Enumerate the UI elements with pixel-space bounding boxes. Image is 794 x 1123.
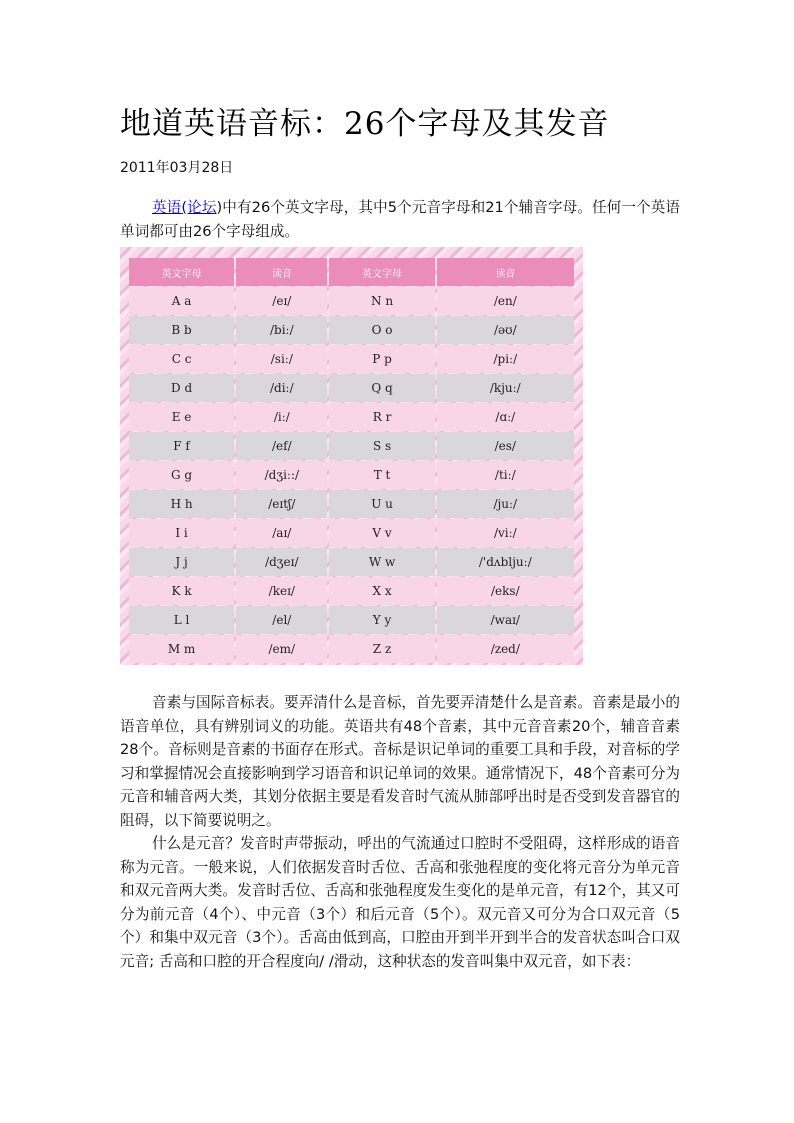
- pronunciation-cell: /eɪ/: [236, 287, 327, 315]
- table-body: [129, 287, 574, 663]
- letter-cell: Y y: [329, 606, 434, 634]
- header-letter-2: 英文字母: [329, 258, 434, 286]
- page-title: 地道英语音标：26个字母及其发音: [120, 106, 610, 142]
- header-pron-2: 读音: [437, 258, 574, 286]
- pronunciation-cell: /keɪ/: [236, 577, 327, 605]
- table-row: [129, 577, 574, 605]
- pronunciation-cell: /eks/: [437, 577, 574, 605]
- header-letter-1: 英文字母: [129, 258, 234, 286]
- letter-cell: Z z: [329, 635, 434, 663]
- letter-cell: T t: [329, 461, 434, 489]
- pronunciation-cell: /'dʌbljuː/: [437, 548, 574, 576]
- table-row: [129, 403, 574, 431]
- pronunciation-cell: /eɪtʃ/: [236, 490, 327, 518]
- english-link[interactable]: 英语: [152, 199, 182, 216]
- letter-cell: B b: [129, 316, 234, 344]
- letter-cell: M m: [129, 635, 234, 663]
- forum-link[interactable]: (论坛: [181, 199, 217, 216]
- letter-cell: E e: [129, 403, 234, 431]
- table-row: [129, 345, 574, 373]
- pronunciation-cell: /piː/: [437, 345, 574, 373]
- pronunciation-cell: /dʒiː:/: [236, 461, 327, 489]
- letter-cell: L l: [129, 606, 234, 634]
- letter-cell: D d: [129, 374, 234, 402]
- pronunciation-cell: /tiː/: [437, 461, 574, 489]
- intro-text: )中有26个英文字母，其中5个元音字母和21个辅音字母。任何一个英语单词都可由26个字母组成。: [120, 199, 680, 240]
- letter-cell: C c: [129, 345, 234, 373]
- table-row: [129, 461, 574, 489]
- pronunciation-cell: /zed/: [437, 635, 574, 663]
- publish-date: 2011年03月28日: [120, 160, 234, 176]
- table-row: [129, 432, 574, 460]
- table-row: [129, 635, 574, 663]
- header-pron-1: 读音: [236, 258, 327, 286]
- letter-cell: I i: [129, 519, 234, 547]
- letter-cell: V v: [329, 519, 434, 547]
- pronunciation-cell: /kjuː/: [437, 374, 574, 402]
- letter-cell: X x: [329, 577, 434, 605]
- pronunciation-cell: /juː/: [437, 490, 574, 518]
- pronunciation-cell: /el/: [236, 606, 327, 634]
- letter-cell: R r: [329, 403, 434, 431]
- phoneme-paragraph: 音素与国际音标表。要弄清什么是音标，首先要弄清楚什么是音素。音素是最小的语音单位，具有辨别词义的功能。英语共有48个音素，其中元音音素20个，辅音音素28个。音标则是音素的书面存在形式。音标是识记单词的重要工具和手段，对音标的学习和掌握情况会直接影响到学习语音和识记单词的效果。通常情况下，48个音素可分为元音和辅音两大类，其划分依据主要是看发音时气流从肺部呼出时是否受到发音器官的阻碍，以下简要说明之。: [120, 694, 680, 829]
- letter-cell: O o: [329, 316, 434, 344]
- intro-paragraph: [120, 196, 680, 243]
- pronunciation-cell: /əʊ/: [437, 316, 574, 344]
- table-row: [129, 606, 574, 634]
- letter-cell: W w: [329, 548, 434, 576]
- letter-cell: J j: [129, 548, 234, 576]
- alphabet-table-frame: [120, 247, 583, 665]
- letter-cell: F f: [129, 432, 234, 460]
- pronunciation-cell: /ef/: [236, 432, 327, 460]
- pronunciation-cell: /aɪ/: [236, 519, 327, 547]
- table-row: [129, 490, 574, 518]
- pronunciation-cell: /dʒeɪ/: [236, 548, 327, 576]
- pronunciation-cell: /siː/: [236, 345, 327, 373]
- pronunciation-cell: /viː/: [437, 519, 574, 547]
- pronunciation-cell: /diː/: [236, 374, 327, 402]
- table-row: [129, 519, 574, 547]
- letter-cell: U u: [329, 490, 434, 518]
- pronunciation-cell: /iː/: [236, 403, 327, 431]
- table-row: [129, 548, 574, 576]
- pronunciation-cell: /es/: [437, 432, 574, 460]
- table-row: [129, 374, 574, 402]
- letter-cell: K k: [129, 577, 234, 605]
- pronunciation-cell: /ɑː/: [437, 403, 574, 431]
- letter-cell: P p: [329, 345, 434, 373]
- letter-cell: N n: [329, 287, 434, 315]
- letter-cell: Q q: [329, 374, 434, 402]
- alphabet-pronunciation-table: [127, 257, 576, 664]
- letter-cell: H h: [129, 490, 234, 518]
- pronunciation-cell: /en/: [437, 287, 574, 315]
- table-header-row: [129, 258, 574, 286]
- vowel-paragraph: 什么是元音？发音时声带振动，呼出的气流通过口腔时不受阻碍，这样形成的语音称为元音。一般来说，人们依据发音时舌位、舌高和张弛程度的变化将元音分为单元音和双元音两大类。发音时舌位、舌高和张弛程度发生变化的是单元音，有12个，其又可分为前元音（4个）、中元音（3个）和后元音（5个）。双元音又可分为合口双元音（5个）和集中双元音（3个）。舌高由低到高，口腔由开到半开到半合的发音状态叫合口双元音; 舌高和口腔的开合程度向/ /滑动，这种状态的发音叫集中双元音，如下表：: [120, 835, 680, 970]
- letter-cell: S s: [329, 432, 434, 460]
- table-row: [129, 287, 574, 315]
- pronunciation-cell: /biː/: [236, 316, 327, 344]
- letter-cell: A a: [129, 287, 234, 315]
- pronunciation-cell: /em/: [236, 635, 327, 663]
- pronunciation-cell: /waɪ/: [437, 606, 574, 634]
- letter-cell: G g: [129, 461, 234, 489]
- table-row: [129, 316, 574, 344]
